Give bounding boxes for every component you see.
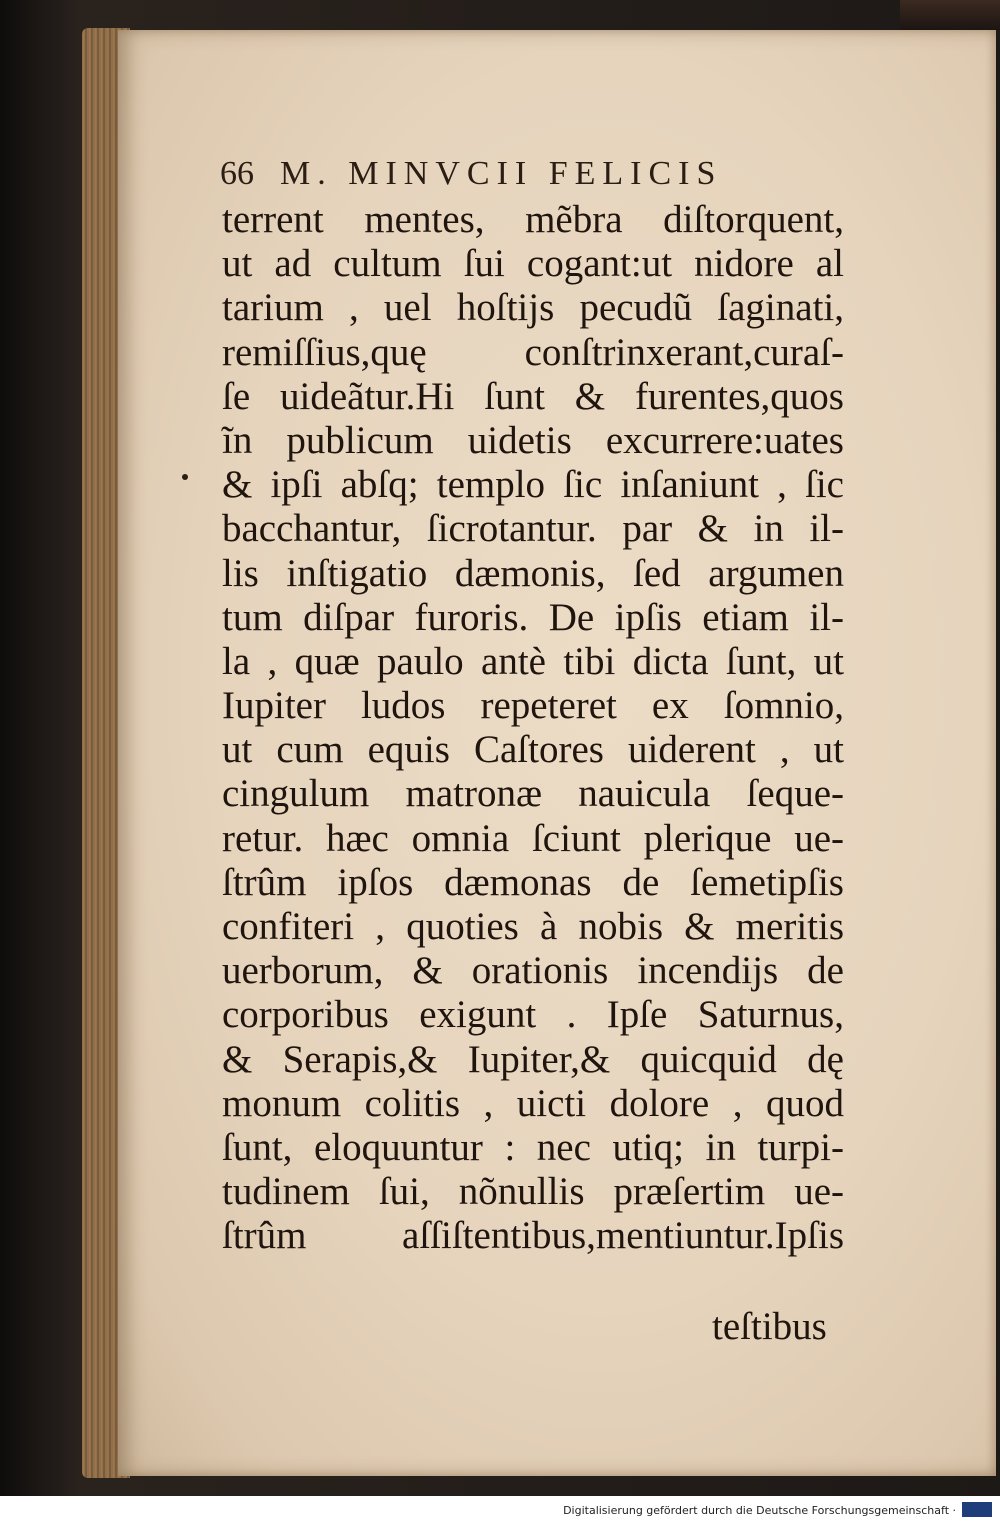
main-text (222, 198, 844, 1259)
catchword: teſtibus (712, 1305, 827, 1348)
text-line: tum diſpar furoris. De ipſis etiam il- (222, 595, 844, 639)
text-line: ut ad cultum ſui cogant:ut nidore al (222, 242, 844, 286)
text-line: ut cum equis Caſtores uiderent , ut (222, 728, 844, 772)
text-line: cingulum matronæ nauicula ſeque- (222, 772, 844, 816)
text-line: tudinem ſui, nõnullis præſertim ue- (222, 1170, 844, 1214)
text-line: ſunt, eloquuntur : nec utiq; in turpi- (222, 1125, 844, 1169)
page-number: 66 (220, 155, 254, 192)
footer-credit: Digitalisierung gefördert durch die Deutsche Forschungsgemeinschaft · (563, 1504, 956, 1517)
text-line: terrent mentes, mẽbra diſtorquent, (222, 198, 844, 241)
text-line: confiteri , quoties à nobis & meritis (222, 905, 844, 948)
text-line: retur. hæc omnia ſciunt plerique ue- (222, 816, 844, 860)
text-line: lis inſtigatio dæmonis, ſed argumen (222, 551, 844, 595)
text-line: ſtrûm ipſos dæmonas de ſemetipſis (222, 860, 844, 904)
text-line: & ipſi abſq; templo ſic inſaniunt , ſic (222, 463, 844, 507)
text-line: la , quæ paulo antè tibi dicta ſunt, ut (222, 639, 844, 683)
margin-mark (182, 474, 188, 480)
text-line: corporibus exigunt . Ipſe Saturnus, (222, 993, 844, 1037)
text-line: ſtrûm aſſiſtentibus,mentiuntur.Ipſis (222, 1214, 844, 1258)
running-title-text: M. MINVCII FELICIS (280, 155, 723, 192)
binding-strip (900, 0, 1000, 30)
text-line: ſe uideãtur.Hi ſunt & furentes,quos (222, 374, 844, 418)
text-line: uerborum, & orationis incendijs de (222, 949, 844, 993)
text-line: & Serapis,& Iupiter,& quicquid dę (222, 1037, 844, 1081)
running-title (280, 155, 722, 193)
text-line: tarium , uel hoſtijs pecudũ ſaginati, (222, 286, 844, 330)
text-line: ĩn publicum uidetis excurrere:uates (222, 418, 844, 462)
text-line: bacchantur, ſicrotantur. par & in il- (222, 507, 844, 551)
dfg-logo (962, 1502, 992, 1517)
text-line: monum colitis , uicti dolore , quod (222, 1081, 844, 1125)
text-line: remiſſius,quę conſtrinxerant,curaſ- (222, 330, 844, 374)
text-line: Iupiter ludos repeteret ex ſomnio, (222, 684, 844, 728)
